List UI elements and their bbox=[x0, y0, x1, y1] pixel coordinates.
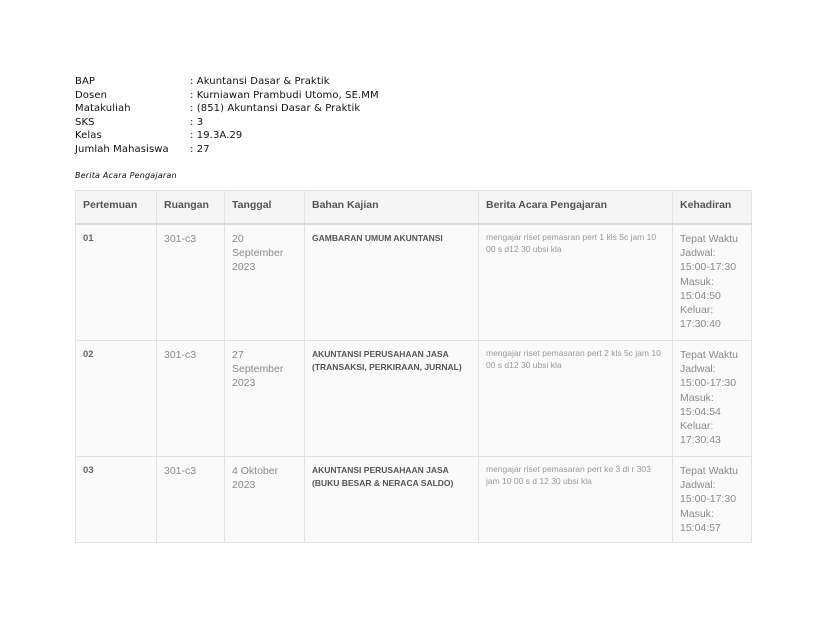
cell-pertemuan: 02 bbox=[76, 341, 157, 457]
info-label: Matakuliah bbox=[75, 103, 131, 115]
kehadiran-keluar-label: Keluar: bbox=[680, 304, 714, 317]
kehadiran-jadwal-label: Jadwal: bbox=[680, 363, 716, 376]
kehadiran-keluar-value: 17:30:40 bbox=[680, 318, 721, 331]
header-kehadiran: Kehadiran bbox=[673, 191, 752, 225]
cell-tanggal: 4 Oktober 2023 bbox=[225, 457, 305, 543]
kehadiran-status: Tepat Waktu bbox=[680, 465, 738, 477]
info-value: : 3 bbox=[190, 116, 204, 128]
cell-bahan-kajian: AKUNTANSI PERUSAHAAN JASA (TRANSAKSI, PERKIRAAN, JURNAL) bbox=[305, 341, 479, 457]
info-value: : Kurniawan Prambudi Utomo, SE.MM bbox=[190, 89, 379, 101]
table-header-row bbox=[76, 191, 752, 225]
kehadiran-jadwal-value: 15:00-17:30 bbox=[680, 493, 737, 506]
kehadiran-jadwal-value: 15:00-17:30 bbox=[680, 377, 737, 390]
course-info bbox=[75, 75, 379, 157]
info-label: BAP bbox=[75, 76, 96, 87]
info-row-kelas bbox=[75, 129, 379, 143]
info-row-dosen bbox=[75, 89, 379, 103]
info-row-jumlah-mahasiswa bbox=[75, 143, 379, 157]
info-label: Jumlah Mahasiswa bbox=[75, 143, 169, 155]
kehadiran-jadwal-value: 15:00-17:30 bbox=[680, 261, 737, 274]
info-label: SKS bbox=[75, 116, 95, 128]
cell-tanggal: 27 September 2023 bbox=[225, 341, 305, 457]
cell-berita-acara: mengajar riset pemasran pert 1 kls 5c jam 10 00 s d12 30 ubsi kla bbox=[479, 224, 673, 341]
info-value: : (851) Akuntansi Dasar & Praktik bbox=[190, 103, 361, 115]
header-ruangan: Ruangan bbox=[157, 191, 225, 225]
info-label: Kelas bbox=[75, 130, 102, 142]
table-row bbox=[76, 224, 752, 341]
info-row-matakuliah bbox=[75, 102, 379, 116]
kehadiran-masuk-value: 15:04:54 bbox=[680, 405, 721, 418]
cell-kehadiran bbox=[673, 224, 752, 341]
cell-ruangan: 301-c3 bbox=[157, 341, 225, 457]
header-pertemuan: Pertemuan bbox=[76, 191, 157, 225]
cell-bahan-kajian: AKUNTANSI PERUSAHAAN JASA (BUKU BESAR & NERACA SALDO) bbox=[305, 457, 479, 543]
header-bahan-kajian: Bahan Kajian bbox=[305, 191, 479, 225]
cell-ruangan: 301-c3 bbox=[157, 224, 225, 341]
attendance-table bbox=[75, 190, 752, 543]
info-label: Dosen bbox=[75, 89, 108, 101]
info-row-sks bbox=[75, 116, 379, 130]
info-value: : 27 bbox=[190, 143, 210, 155]
kehadiran-status: Tepat Waktu bbox=[680, 349, 738, 361]
kehadiran-masuk-label: Masuk: bbox=[680, 275, 714, 288]
info-value: : Akuntansi Dasar & Praktik bbox=[190, 76, 330, 87]
kehadiran-keluar-value: 17:30:43 bbox=[680, 434, 721, 447]
kehadiran-keluar-label: Keluar: bbox=[680, 420, 714, 433]
cell-bahan-kajian: GAMBARAN UMUM AKUNTANSI bbox=[305, 224, 479, 341]
cell-pertemuan: 01 bbox=[76, 224, 157, 341]
cell-tanggal: 20 September 2023 bbox=[225, 224, 305, 341]
kehadiran-masuk-value: 15:04:57 bbox=[680, 521, 721, 534]
cell-berita-acara: mengajar riset pemasaran pert 2 kls 5c jam 10 00 s d12 30 ubsi kla bbox=[479, 341, 673, 457]
kehadiran-masuk-value: 15:04:50 bbox=[680, 289, 721, 302]
kehadiran-jadwal-label: Jadwal: bbox=[680, 479, 716, 492]
cell-kehadiran bbox=[673, 341, 752, 457]
section-title: Berita Acara Pengajaran bbox=[75, 171, 177, 180]
kehadiran-status: Tepat Waktu bbox=[680, 233, 738, 245]
cell-kehadiran bbox=[673, 457, 752, 543]
kehadiran-masuk-label: Masuk: bbox=[680, 391, 714, 404]
header-tanggal: Tanggal bbox=[225, 191, 305, 225]
table-row bbox=[76, 341, 752, 457]
cell-ruangan: 301-c3 bbox=[157, 457, 225, 543]
info-value: : 19.3A.29 bbox=[190, 130, 243, 142]
cell-berita-acara: mengajar riset pemasaran pert ke 3 di r 303 jam 10 00 s d 12 30 ubsi kla bbox=[479, 457, 673, 543]
kehadiran-jadwal-label: Jadwal: bbox=[680, 247, 716, 260]
info-row-bap bbox=[75, 75, 379, 89]
cell-pertemuan: 03 bbox=[76, 457, 157, 543]
table-row bbox=[76, 457, 752, 543]
header-berita-acara: Berita Acara Pengajaran bbox=[479, 191, 673, 225]
kehadiran-masuk-label: Masuk: bbox=[680, 507, 714, 520]
